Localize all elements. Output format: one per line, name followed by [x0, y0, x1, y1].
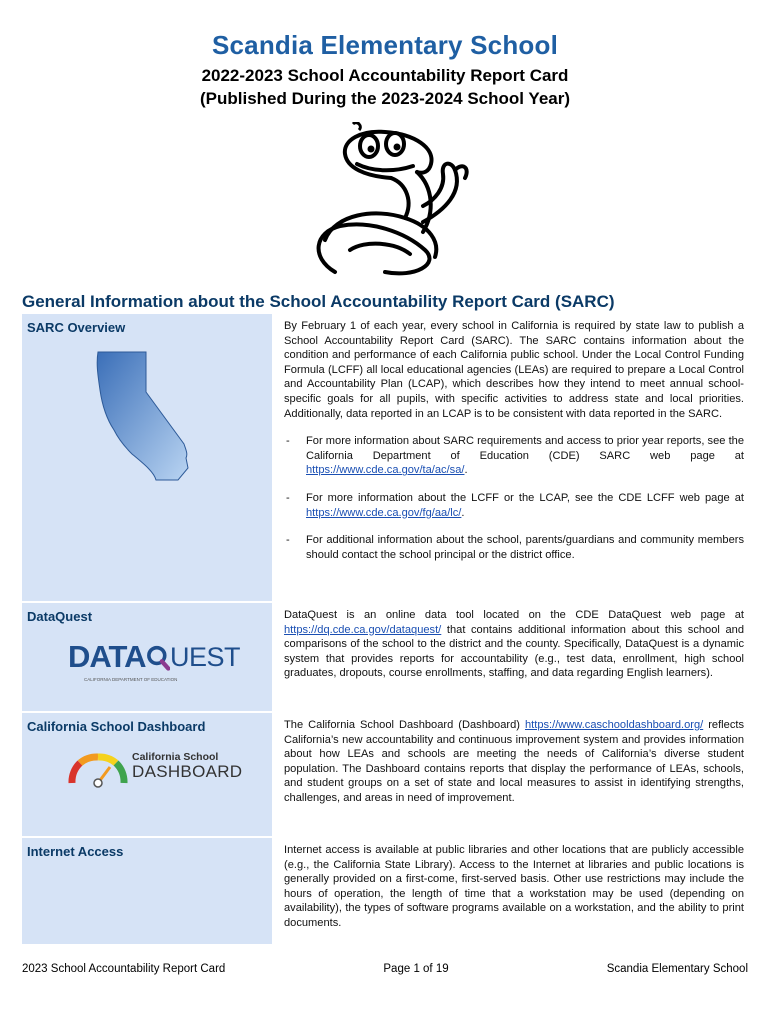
dataquest-text: DataQuest is an online data tool located on the CDE DataQuest web page at [284, 609, 744, 621]
footer-school-name: Scandia Elementary School [606, 963, 748, 975]
sarc-overview-paragraph: By February 1 of each year, every school in California is required by state law to publish a School Accountability Report Card (SARC). The SARC contains information about the condition and performance of each California public school. Under the Local Control Funding Formula (LCFF) all local educational agencies (LEAs) are required to prepare a Local Control and Accountability Plan (LCAP), which describes how they intend to meet annual school-specific goals for all pupils, with specific activities to address state and local priorities. Additionally, data reported in an LCAP is to be consistent with data reported in the SARC. [284, 320, 744, 420]
bullet-text: For additional information about the school, parents/guardians and community members should contact the school principal or the district office. [306, 534, 744, 561]
dashboard-logo [66, 745, 246, 793]
sarc-overview-row [22, 314, 752, 603]
internet-access-content [272, 838, 752, 944]
dataquest-logo [68, 639, 240, 689]
internet-access-label: Internet Access [27, 844, 124, 859]
bullet-text-end: . [464, 464, 468, 477]
sarc-web-page-link[interactable]: https://www.cde.ca.gov/ta/ac/sa/ [306, 464, 465, 477]
sarc-info-table [22, 314, 752, 946]
magnifier-q-icon [146, 639, 170, 675]
dataquest-logo-caption: CALIFORNIA DEPARTMENT OF EDUCATION [84, 677, 178, 682]
dataquest-row [22, 603, 752, 713]
list-item [284, 434, 744, 478]
page-footer [22, 963, 748, 975]
dashboard-label-cell [22, 713, 272, 836]
dashboard-text: The California School Dashboard (Dashboard) [284, 719, 525, 731]
sarc-overview-label: SARC Overview [27, 320, 126, 335]
footer-report-name: 2023 School Accountability Report Card [22, 963, 226, 975]
dataquest-content [272, 603, 752, 711]
internet-access-label-cell [22, 838, 272, 944]
dashboard-content [272, 713, 752, 836]
list-item [284, 491, 744, 520]
dataquest-logo-text-right: UEST [169, 641, 240, 672]
bullet-dash: - [286, 534, 290, 547]
publication-year: (Published During the 2023-2024 School Year) [199, 89, 571, 108]
bullet-text-end: . [461, 506, 465, 519]
dashboard-label: California School Dashboard [27, 719, 206, 734]
school-title: Scandia Elementary School [211, 30, 558, 60]
bullet-text: For more information about the LCFF or the LCAP, see the CDE LCFF web page at [306, 491, 744, 504]
dataquest-logo-text-left: DATA [68, 639, 146, 674]
bullet-dash: - [286, 491, 290, 504]
california-map-icon [92, 346, 192, 486]
bullet-text: For more information about SARC requirements and access to prior year reports, see the California Department of Education (CDE) SARC web page at [306, 435, 744, 462]
sarc-overview-content [272, 314, 752, 601]
internet-access-row [22, 838, 752, 946]
dashboard-text-cont: reflects California’s new accountability and continuous improvement system and provides information about how LEAs and schools are meeting the needs of California’s diverse student population. The Dashboard contains reports that display the performance of LEAs, schools, and student groups on a set of state and local measures to assist in identifying strengths, challenges, and areas in need of improvement. [284, 719, 744, 804]
footer-page-number: Page 1 of 19 [383, 963, 449, 975]
dataquest-text-cont: that contains additional information about this school and comparisons of the school to the district and the county. Specifically, DataQuest is a dynamic system that provides reports for accountability (e.g., test data, enrollment, high school graduates, dropouts, course enrollments, staffing, and data regarding English learners). [284, 623, 744, 680]
dashboard-logo-line1: California School [132, 751, 219, 763]
snake-mascot-illustration [295, 122, 475, 280]
lcff-web-page-link[interactable]: https://www.cde.ca.gov/fg/aa/lc/ [306, 506, 462, 519]
sarc-overview-label-cell [22, 314, 272, 601]
dataquest-label: DataQuest [27, 609, 93, 624]
internet-access-text: Internet access is available at public libraries and other locations that are publicly accessible (e.g., the California State Library). Access to the Internet at libraries and public locations is generally provided on a first-come, first-served basis. Other use restrictions may include the hours of operation, the length of time that a workstation may be used (depending on availability), the types of software programs available on a workstation, and the ability to print documents. [284, 844, 744, 929]
dashboard-link[interactable]: https://www.caschooldashboard.org/ [524, 719, 704, 731]
list-item [284, 533, 744, 562]
bullet-dash: - [286, 435, 290, 448]
report-title: 2022-2023 School Accountability Report Card [201, 66, 569, 85]
dataquest-link[interactable]: https://dq.cde.ca.gov/dataquest/ [284, 623, 442, 636]
dashboard-row [22, 713, 752, 838]
gauge-icon [66, 749, 130, 789]
dataquest-label-cell [22, 603, 272, 711]
dashboard-logo-line2: DASHBOARD [132, 762, 243, 781]
section-heading: General Information about the School Accountability Report Card (SARC) [22, 292, 615, 311]
